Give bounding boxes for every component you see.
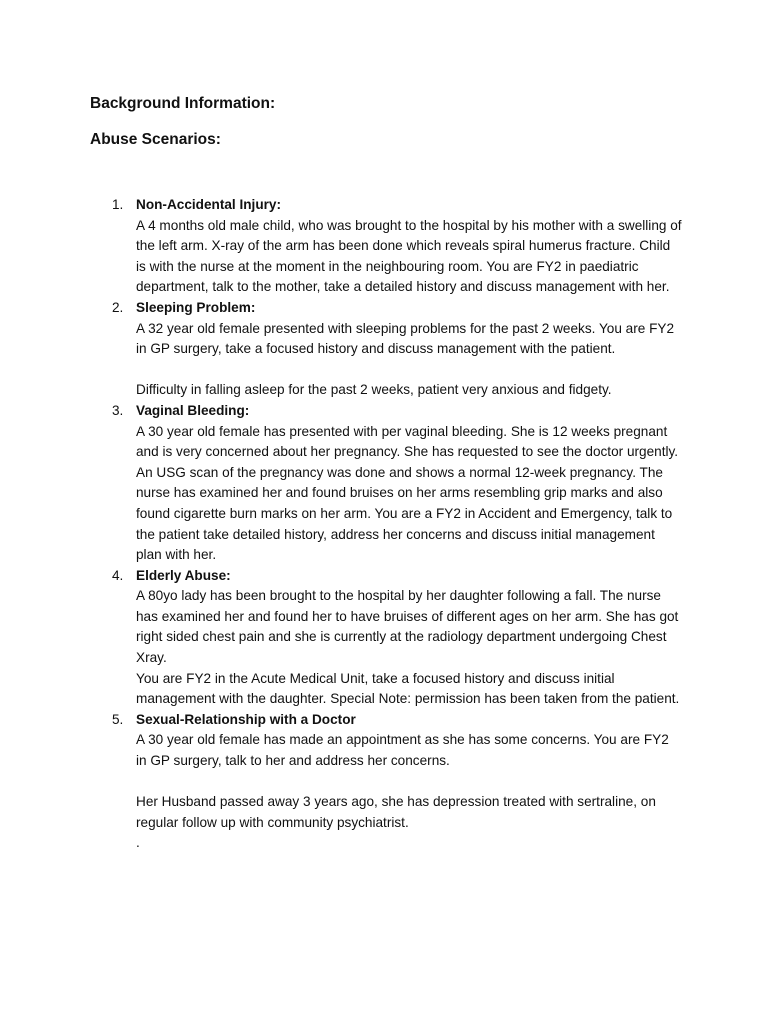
scenario-description: A 30 year old female has made an appointment as she has some concerns. You are FY2 in GP surgery, talk to her and address her concerns.: [136, 732, 669, 769]
scenario-title: Sleeping Problem:: [136, 299, 256, 315]
scenario-description: A 30 year old female has presented with per vaginal bleeding. She is 12 weeks pregnant and is very concerned about her pregnancy. She has requested to see the doctor urgently. An USG scan of the pregnancy was done and shows a normal 12-week pregnancy. The nurse has examined her and found bruises on her arms resembling grip marks and also found cigarette burn marks on her arm. You are a FY2 in Accident and Emergency, talk to the patient take detailed history, address her concerns and discuss initial management plan with her.: [136, 423, 679, 563]
scenario-title: Non-Accidental Injury:: [136, 197, 282, 212]
scenario-title: Vaginal Bleeding:: [136, 402, 250, 418]
abuse-scenarios-heading: Abuse Scenarios:: [90, 131, 221, 148]
background-information-heading: Background Information:: [90, 95, 276, 112]
scenario-description: A 4 months old male child, who was brought to the hospital by his mother with a swelling of the left arm. X-ray of the arm has been done which reveals spiral humerus fracture. Child is with the nurse at the moment in the neighbouring room. You are FY2 in paediatric department, talk to the mother, take a detailed history and discuss management with her.: [136, 217, 682, 295]
paragraph-spacer: [136, 772, 682, 793]
scenario-task: You are FY2 in the Acute Medical Unit, take a focused history and discuss initial management with the daughter. Special Note: permission has been taken from the patient.: [136, 670, 680, 707]
scenario-item: [0, 298, 768, 401]
scenario-item: [0, 566, 768, 710]
scenario-description: A 80yo lady has been brought to the hospital by her daughter following a fall. The nurse has examined her and found her to have bruises of different ages on her arm. She has got right sided chest pain and she is currently at the radiology department undergoing Chest Xray.: [136, 588, 679, 666]
scenario-item: [0, 710, 768, 854]
scenario-note: Difficulty in falling asleep for the past 2 weeks, patient very anxious and fidgety.: [136, 382, 612, 398]
paragraph-spacer: [136, 360, 682, 381]
scenario-description: A 32 year old female presented with sleeping problems for the past 2 weeks. You are FY2 in GP surgery, take a focused history and discuss management with the patient.: [136, 320, 675, 357]
scenario-number: 1.: [112, 197, 124, 212]
scenario-note: Her Husband passed away 3 years ago, she has depression treated with sertraline, on regular follow up with community psychiatrist.: [136, 794, 656, 830]
scenario-title: Elderly Abuse:: [136, 567, 231, 583]
scenario-item: [0, 195, 768, 298]
trailing-dot: .: [136, 835, 140, 851]
scenario-number: 4.: [112, 567, 124, 583]
scenario-item: [0, 401, 768, 566]
scenario-list: [0, 195, 768, 854]
scenario-number: 5.: [112, 711, 124, 727]
scenario-number: 3.: [112, 402, 124, 418]
scenario-number: 2.: [112, 299, 124, 315]
scenario-title: Sexual-Relationship with a Doctor: [136, 711, 356, 727]
